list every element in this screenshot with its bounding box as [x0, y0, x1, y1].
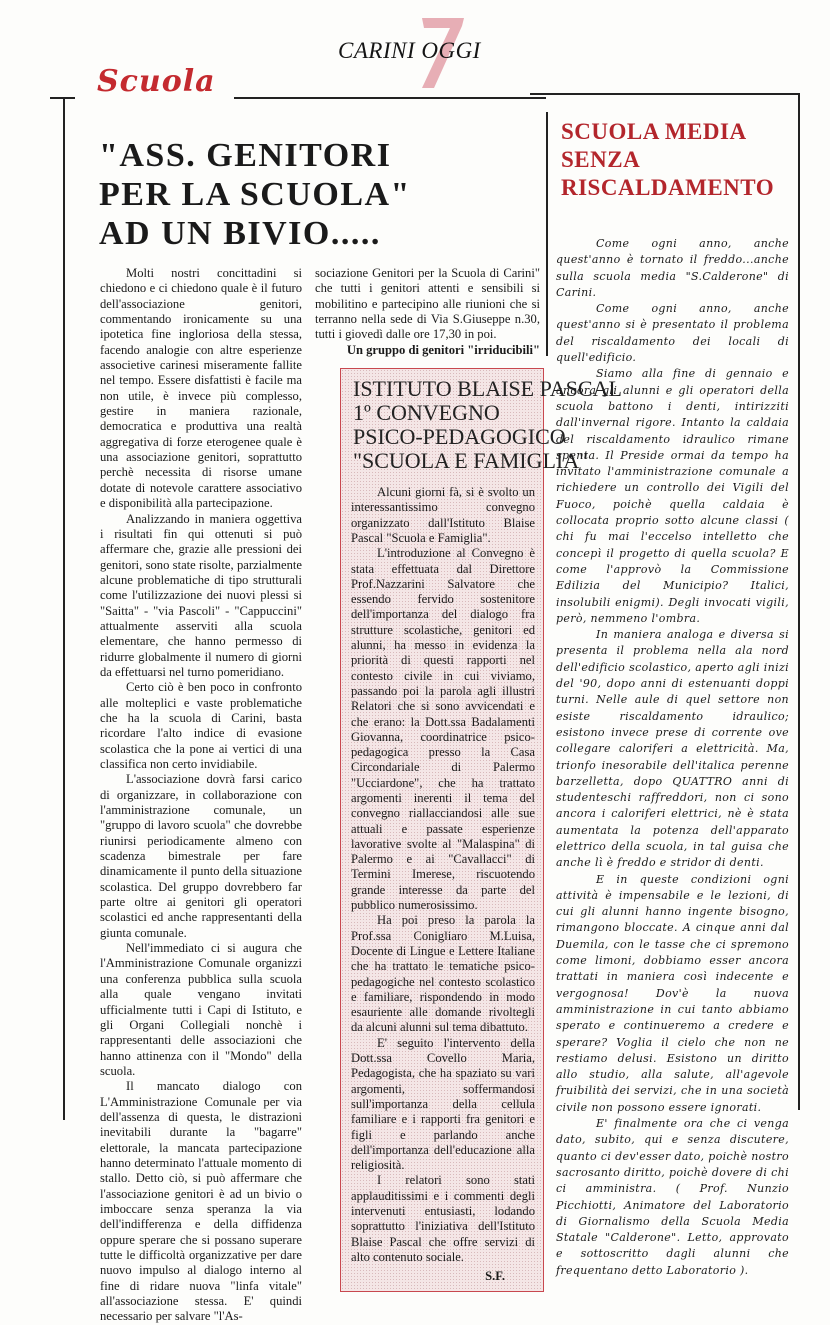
paragraph: Alcuni giorni fà, si è svolto un interessantissimo convegno organizzato dall'Istituto Blaise Pascal "Scuola e Famiglia". [351, 485, 535, 545]
paragraph: L'associazione dovrà farsi carico di organizzare, in collaborazione con l'amministrazione comunale, un "gruppo di lavoro scuola" che dovrebbe riunirsi periodicamente almeno con scadenza bimestrale per fare dinamicamente il punto della situazione scolastica. Del gruppo dovrebbero far parte oltre ai genitori gli operatori scolastici ed anche rappresentanti della giunta comunale. [100, 772, 302, 940]
logo-text: CARINI OGGI [338, 38, 481, 63]
title-line: PER LA SCUOLA" [99, 176, 411, 213]
right-box-top [530, 93, 799, 95]
convegno-box [340, 368, 622, 1291]
paragraph: Come ogni anno, anche quest'anno si è presentato il problema del riscaldamento dei locali di quell'edificio. [556, 302, 789, 365]
header-rule-right [234, 97, 546, 99]
paragraph: E' seguito l'intervento della Dott.ssa Covello Maria, Pedagogista, che ha spaziato su vari argomenti, soffermandosi sull'importanza della cellula familiare e i rapporti fra genitori e figli e parlando anche dell'importanza dell'educazione alla religiosità. [351, 1035, 535, 1173]
title-line: SCUOLA MEDIA [561, 119, 747, 144]
carini-oggi-logo [338, 14, 528, 90]
paragraph: Ha poi preso la parola la Prof.ssa Conigliaro M.Luisa, Docente di Lingue e Lettere Italiane che ha trattato le tematiche psico-pedagogiche nel contesto scolastico e familiare, rispondendo in modo esauriente alle domande rivoltegli da alcuni alunni sul tema dibattuto. [351, 913, 535, 1035]
title-line: 1º CONVEGNO [353, 400, 500, 426]
section-label: Scuola [97, 64, 216, 99]
title-line: "ASS. GENITORI [99, 137, 392, 174]
right-article-title [561, 118, 774, 202]
title-line: PSICO-PEDAGOGICO [353, 424, 566, 450]
paragraph: Siamo alla fine di gennaio e ancora gli alunni e gli operatori della scuola battono i denti, intirizziti dall'invernal rigore. Intanto la caldaia del riscaldamento idraulico rimane spenta. Il Preside ormai da tempo ha invitato l'amministrazione comunale a richiedere un controllo dei Vigili del Fuoco, poichè quella caldaia è collocata proprio sotto alcune classi ( chi fu mai l'eccelso intelletto che concepì il progetto di quella scuola? E come l'approvò la Commissione Edilizia del Municipio? Italici, insolubili enigmi). Degli invocati vigili, però, nemmeno l'ombra. [556, 367, 789, 625]
paragraph: E' finalmente ora che ci venga dato, subito, qui e senza discutere, quanto ci dev'esser dato, poichè nostro sacrosanto diritto, poichè dovere di chi ci amministra. ( Prof. Nunzio Picchiotti, Animatore del Laboratorio di Giornalismo della Scuola Media Statale "Calderone". Letto, approvato e sottoscritto dagli alunni che frequentano detto Laboratorio ). [556, 1117, 789, 1277]
paragraph: In maniera analoga e diversa si presenta il problema nella ala nord dell'edificio scolastico, aperto agli inizi del '90, dopo anni di estenuanti doppi turni. Nelle aule di quel settore non esiste riscaldamento idraulico; esistono invece prese di corrente ove collegare caloriferi a elettricità. Ma, trionfo inesorabile dell'italica perenne barzelletta, dopo QUATTRO anni di studenteschi raffreddori, non ci sono ancora i caloriferi elettrici, nè è stata aumentata la potenza dell'apparato elettrico della scuola, in tal guisa che anche lì è freddo e stridor di denti. [556, 628, 789, 870]
paragraph: Certo ciò è ben poco in confronto alle molteplici e vaste problematiche che ha la scuola di Carini, basta ricordare l'alto indice di evasione scolastica che la pone ai vertici di una classifica non certo invidiabile. [100, 680, 302, 771]
main-article-column-1 [100, 266, 302, 1325]
paragraph: L'introduzione al Convegno è stata effettuata dal Direttore Prof.Nazzarini Salvatore che essendo fervido sostenitore dell'importanza del dialogo fra strutture scolastiche, genitori ed alunni, ha messo in evidenza la priorità di questi rapporti nel contesto civile in cui viviamo, passando poi la parola agli illustri Relatori che si sono avvicendati e che erano: la Dott.ssa Badalamenti Giovanna, coordinatrice psico-pedagogica presso la Casa Circondariale di Palermo "Ucciardone", che ha trattato argomenti inerenti il tema del convegno riallacciandosi alle sue attuali e passate esperienze lavorative svolte al "Malaspina" di Palermo e ai "Cavallacci" di Termini Imerese, riscuotendo grande interesse da parte del pubblico numerosissimo. [351, 546, 535, 913]
paragraph: Il mancato dialogo con L'Amministrazione Comunale per via dell'assenza di questa, le distrazioni inevitabili durante la "bagarre" elettorale, la mancata partecipazione hanno determinato l'attuale momento di stallo. Detto ciò, si può affermare che l'associazione genitori è ad un bivio o imboccare senza speranza la via dell'indifferenza e della diffidenza oppure sperare che si possano superare tutte le difficoltà organizzative per dare nuovo impulso al dialogo interno al fine di ridare nuova "linfa vitale" all'associazione stessa. E' quindi necessario per salvare "l'As- [100, 1079, 302, 1324]
box-title [353, 376, 622, 474]
paragraph: Molti nostri concittadini si chiedono e ci chiedono quale è il futuro dell'associazione genitori, commentando ironicamente su una ipotetica fine ingloriosa della stessa, facendo analogie con altre esperienze associetive carinesi miseramente fallite nel tempo. Essere disfattisti è facile ma non utile, è invece più complesso, gestire in maniera razionale, democratica e produttiva una realtà aggregativa di forze eterogenee quale è una associazione genitori, soprattutto perchè necessita di risorse umane dotate di notevole carattere associativo e disponibilità alla partecipazione. [100, 266, 302, 511]
main-article-title [99, 136, 411, 253]
title-line: SENZA [561, 147, 641, 172]
paragraph: Nell'immediato ci si augura che l'Amministrazione Comunale organizzi una conferenza pubblica sulla scuola alla quale vengano invitati ufficialmente tutti i Capi di Istituto, e gli Organi Collegiali nonchè i rappresentanti delle associazioni che hanno attinenza con il "Mondo" della scuola. [100, 941, 302, 1078]
main-article-signature: Un gruppo di genitori "irriducibili" [346, 342, 540, 357]
title-line: RISCALDAMENTO [561, 175, 775, 200]
paragraph: Come ogni anno, anche quest'anno è tornato il freddo...anche sulla scuola media "S.Calderone" di Carini. [556, 237, 789, 299]
main-article-column-2 [315, 266, 622, 1292]
title-line: "SCUOLA E FAMIGLIA" [353, 448, 589, 474]
right-article-body [556, 236, 789, 1279]
page-frame-left [63, 97, 65, 1120]
box-signature: S.F. [485, 1269, 505, 1284]
title-line: AD UN BIVIO..... [99, 215, 381, 252]
paragraph: I relatori sono stati applauditissimi e i commenti degli intervenuti entusiasti, lodando soprattutto l'iniziativa dell'Istituto Blaise Pascal che offre servizi di alto contenuto sociale. [351, 1173, 535, 1264]
right-box-left [546, 112, 548, 356]
paragraph: sociazione Genitori per la Scuola di Carini" che tutti i genitori attenti e sensibili si mobilitino e partecipino alle riunioni che si terranno nella sede di Via S.Giuseppe n.30, tutti i giovedì dalle ore 17,30 in poi. [315, 266, 540, 342]
paragraph: Analizzando in maniera oggettiva i risultati fin qui ottenuti si può affermare che, grazie alle pressioni dei genitori, sono state risolte, parzialmente alcune problematiche di tipo strutturali come l'utilizzazione dei nuovi plessi si "Saitta" - "via Pascoli" - "Cappuccini" attualmente asserviti alla scuola elementare, che hanno permesso di ridurre globalmente il numero di giorni da effettuarsi nel turno pomeridiano. [100, 511, 302, 679]
box-body [351, 485, 535, 1284]
paragraph: E in queste condizioni ogni attività è impensabile e le lezioni, di cui gli alunni hanno ingente bisogno, rimangono bloccate. A cinque anni dal Duemila, con le tasse che ci spremono come limoni, dobbiamo esser ancora trattati in maniera così indecente e vergognosa! Dov'è la nuova amministrazione in cui tanto abbiamo sperato e continueremo a credere e sperare? Voglia il cielo che non ne restiamo delusi. Esistono un diritto allo studio, alla salute, all'agevole fruibilità dei servizi, che in una società civile non possono essere ignorati. [556, 872, 789, 1114]
right-box-right [798, 93, 800, 1110]
title-line: ISTITUTO BLAISE PASCAL [353, 376, 622, 402]
